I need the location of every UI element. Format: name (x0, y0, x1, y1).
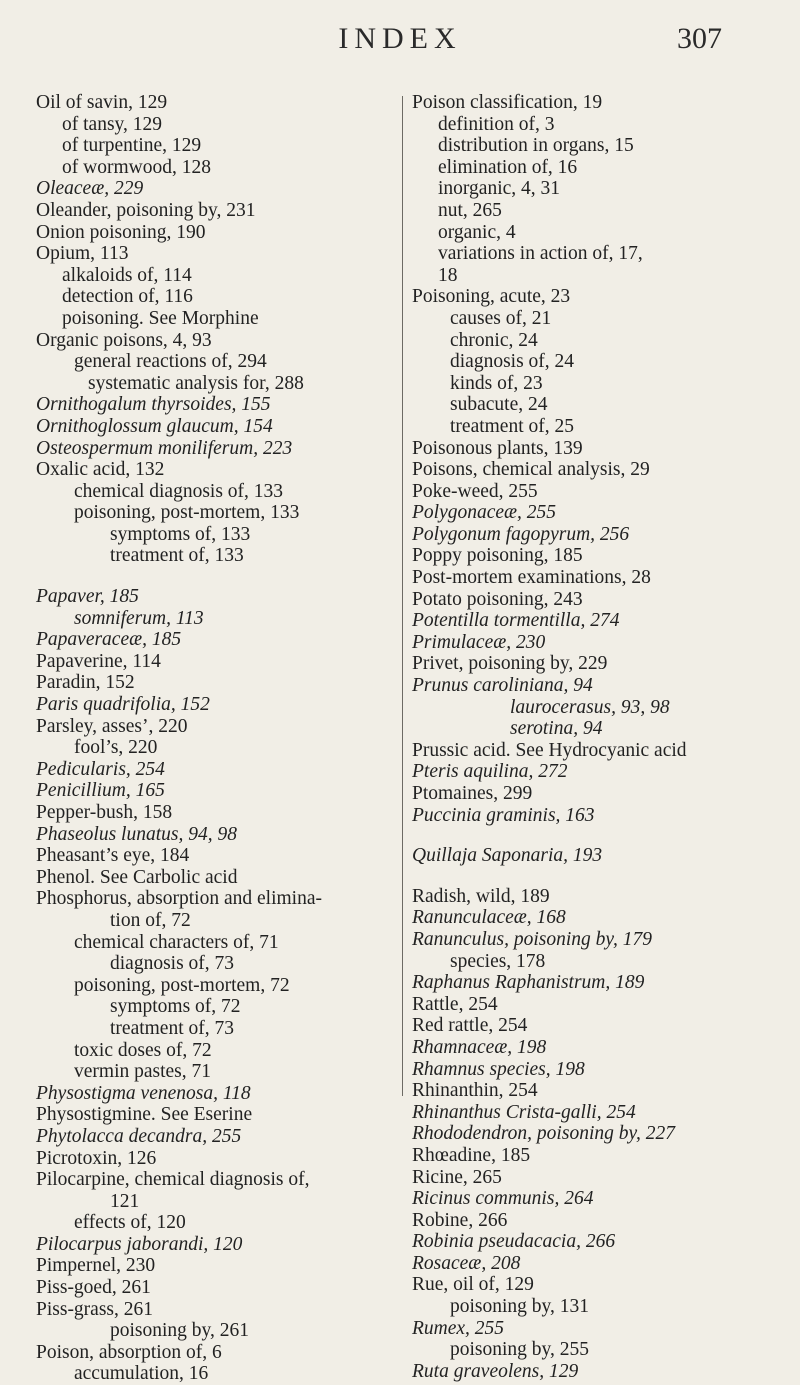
index-entry: species, 178 (450, 950, 546, 972)
index-entry: Physostigmine. See Eserine (36, 1104, 253, 1126)
index-entry: Papaverine, 114 (36, 650, 161, 672)
index-entry: Piss-goed, 261 (36, 1277, 151, 1299)
index-entry: chemical diagnosis of, 133 (74, 480, 284, 502)
index-entry: Rhododendron, poisoning by, 227 (412, 1123, 676, 1145)
index-entry: Puccinia graminis, 163 (412, 804, 595, 826)
index-entry: Pteris aquilina, 272 (412, 761, 568, 783)
index-entry: Paradin, 152 (36, 672, 135, 694)
index-entry: poisoning by, 255 (450, 1339, 590, 1361)
index-entry: effects of, 120 (74, 1212, 186, 1234)
index-entry: Piss-grass, 261 (36, 1298, 154, 1320)
index-entry: poisoning by, 261 (110, 1320, 250, 1342)
index-entry: treatment of, 73 (110, 1017, 234, 1039)
index-entry: Ranunculaceæ, 168 (412, 907, 566, 929)
index-entry: distribution in organs, 15 (438, 135, 634, 157)
index-entry: Polygonaceæ, 255 (412, 502, 557, 524)
index-entry: Ornithoglossum glaucum, 154 (36, 415, 273, 437)
index-entry: poisoning, post-mortem, 72 (74, 974, 290, 996)
index-entry: Poison, absorption of, 6 (36, 1341, 222, 1363)
index-entry: organic, 4 (438, 221, 516, 243)
index-entry: symptoms of, 72 (110, 996, 241, 1018)
index-entry: Opium, 113 (36, 243, 129, 265)
index-entry: Poisonous plants, 139 (412, 437, 583, 459)
index-entry: causes of, 21 (450, 307, 552, 329)
index-entry: Red rattle, 254 (412, 1015, 528, 1037)
index-entry: nut, 265 (438, 199, 502, 221)
index-entry: Pheasant’s eye, 184 (36, 845, 190, 867)
index-entry: general reactions of, 294 (74, 351, 267, 373)
index-entry: Post-mortem examinations, 28 (412, 567, 651, 589)
index-entry: Poisons, chemical analysis, 29 (412, 459, 650, 481)
index-entry: Ptomaines, 299 (412, 783, 533, 804)
column-divider (402, 96, 403, 1096)
index-entry: treatment of, 133 (110, 545, 244, 567)
index-entry: definition of, 3 (438, 113, 555, 135)
index-entry: kinds of, 23 (450, 372, 543, 394)
index-entry: Pilocarpus jaborandi, 120 (36, 1233, 243, 1255)
index-entry: vermin pastes, 71 (74, 1061, 212, 1083)
index-entry: Pimpernel, 230 (36, 1255, 156, 1277)
index-entry: Potentilla tormentilla, 274 (412, 610, 620, 632)
index-entry: Physostigma venenosa, 118 (36, 1082, 251, 1104)
index-entry: Oil of savin, 129 (36, 92, 168, 113)
index-entry: Pepper-bush, 158 (36, 802, 173, 823)
index-entry: Quillaja Saponaria, 193 (412, 845, 603, 867)
index-entry: Ranunculus, poisoning by, 179 (412, 928, 652, 950)
index-entry: Robine, 266 (412, 1209, 508, 1231)
index-entry: Rhœadine, 185 (412, 1144, 531, 1166)
index-entry: diagnosis of, 24 (450, 351, 575, 373)
index-entry: treatment of, 25 (450, 415, 574, 437)
index-entry: Oxalic acid, 132 (36, 459, 165, 481)
index-entry: Oleaceæ, 229 (36, 178, 144, 200)
index-entry: Phenol. See Carbolic acid (36, 866, 238, 888)
index-entry: Polygonum fagopyrum, 256 (412, 523, 630, 545)
index-entry: Radish, wild, 189 (412, 885, 550, 907)
index-entry: alkaloids of, 114 (62, 264, 192, 286)
page-header (0, 22, 800, 62)
index-entry: Prunus caroliniana, 94 (412, 675, 593, 697)
index-entry: Poke-weed, 255 (412, 480, 538, 502)
index-entry: variations in action of, 17, (438, 243, 643, 265)
index-entry: detection of, 116 (62, 286, 193, 308)
index-entry: toxic doses of, 72 (74, 1039, 212, 1061)
index-entry: Poppy poisoning, 185 (412, 545, 583, 567)
index-entry: Parsley, asses’, 220 (36, 715, 188, 737)
index-entry: Ornithogalum thyrsoides, 155 (36, 394, 271, 416)
index-entry: Ruta graveolens, 129 (412, 1360, 579, 1382)
index-entry: Picrotoxin, 126 (36, 1147, 157, 1169)
index-entry: Potato poisoning, 243 (412, 588, 583, 610)
index-entry: Oleander, poisoning by, 231 (36, 199, 256, 221)
index-entry: of turpentine, 129 (62, 135, 202, 157)
index-entry: subacute, 24 (450, 394, 548, 416)
index-entry: diagnosis of, 73 (110, 953, 235, 975)
index-entry: Papaver, 185 (36, 586, 139, 608)
index-entry: Ricine, 265 (412, 1166, 502, 1188)
index-entry: poisoning. See Morphine (62, 307, 259, 329)
page-title: INDEX (338, 22, 462, 55)
index-entry: of tansy, 129 (62, 113, 163, 135)
index-entry: Rosaceæ, 208 (412, 1252, 521, 1274)
index-entry: Rhinanthin, 254 (412, 1080, 538, 1102)
index-entry: Rue, oil of, 129 (412, 1274, 534, 1296)
index-entry: Phaseolus lunatus, 94, 98 (36, 823, 237, 845)
index-entry: Onion poisoning, 190 (36, 221, 206, 243)
index-entry: poisoning by, 131 (450, 1296, 590, 1318)
index-entry: chronic, 24 (450, 329, 538, 351)
index-entry: serotina, 94 (510, 718, 603, 740)
index-entry: Ricinus communis, 264 (412, 1188, 594, 1210)
index-entry: systematic analysis for, 288 (88, 372, 304, 394)
index-entry: Privet, poisoning by, 229 (412, 653, 608, 675)
index-entry: Raphanus Raphanistrum, 189 (412, 972, 645, 994)
index-entry: 121 (110, 1190, 140, 1212)
index-entry: accumulation, 16 (74, 1363, 209, 1385)
index-entry: Pilocarpine, chemical diagnosis of, (36, 1169, 310, 1191)
index-entry: chemical characters of, 71 (74, 931, 279, 953)
index-entry: somniferum, 113 (74, 607, 204, 629)
index-entry: Robinia pseudacacia, 266 (412, 1231, 616, 1253)
index-entry: tion of, 72 (110, 909, 191, 931)
index-entry: 18 (438, 264, 458, 286)
index-entry: Rumex, 255 (412, 1317, 505, 1339)
index-entry: Organic poisons, 4, 93 (36, 329, 212, 351)
index-entry: of wormwood, 128 (62, 156, 211, 178)
index-entry: Paris quadrifolia, 152 (36, 694, 210, 716)
index-entry: Rhamnus species, 198 (412, 1058, 585, 1080)
index-entry: Poisoning, acute, 23 (412, 286, 571, 308)
index-entry: Primulaceæ, 230 (412, 631, 546, 653)
index-column-right (412, 92, 784, 1382)
index-entry: Osteospermum moniliferum, 223 (36, 437, 293, 459)
index-entry: symptoms of, 133 (110, 523, 251, 545)
index-entry: Rattle, 254 (412, 993, 498, 1015)
index-entry: inorganic, 4, 31 (438, 178, 561, 200)
index-entry: Pedicularis, 254 (36, 758, 165, 780)
index-entry: Rhinanthus Crista-galli, 254 (412, 1101, 636, 1123)
index-entry: Phytolacca decandra, 255 (36, 1125, 242, 1147)
index-entry: fool’s, 220 (74, 737, 158, 759)
index-entry: Prussic acid. See Hydrocyanic acid (412, 739, 687, 761)
index-entry: Poison classification, 19 (412, 92, 603, 113)
index-entry: laurocerasus, 93, 98 (510, 696, 670, 718)
page-number: 307 (677, 22, 722, 55)
index-entry: Papaveraceæ, 185 (36, 629, 182, 651)
index-column-left (36, 92, 398, 1385)
index-entry: poisoning, post-mortem, 133 (74, 502, 300, 524)
index-entry: Rhamnaceæ, 198 (412, 1036, 547, 1058)
index-entry: Penicillium, 165 (36, 780, 165, 802)
index-entry: Phosphorus, absorption and elimina- (36, 888, 322, 910)
index-entry: elimination of, 16 (438, 156, 578, 178)
